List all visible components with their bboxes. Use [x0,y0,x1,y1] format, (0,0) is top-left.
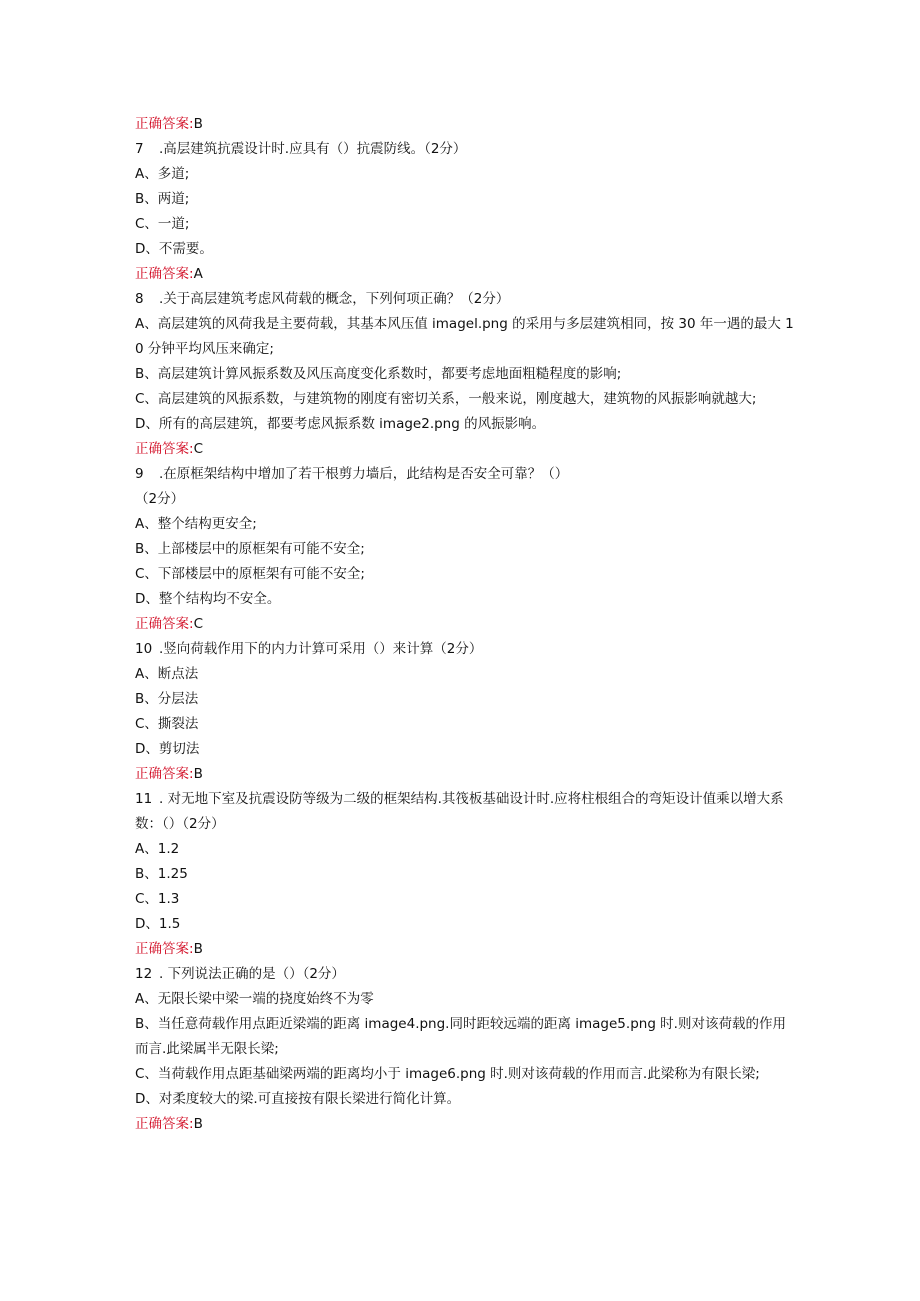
question-number: 9 [135,466,144,482]
question-stem: .在原框架结构中增加了若干根剪力墙后，此结构是否安全可靠？（） [159,466,569,482]
option-d: D、1.5 [135,916,181,932]
answer-line [135,612,795,637]
question-score: （2分） [135,491,185,507]
option-b: B、当任意荷载作用点距近梁端的距离 image4.png.同时距较远端的距离 image5.png 时.则对该荷载的作用而言.此梁属半无限长梁; [135,1016,786,1057]
option-d: D、所有的高层建筑，都要考虑风振系数 image2.png 的风振影响。 [135,416,546,432]
option-d: D、剪切法 [135,741,200,757]
answer-value: B [193,766,203,782]
question-stem: . 下列说法正确的是（）（2分） [159,966,345,982]
answer-label: 正确答案: [135,441,194,457]
option-c: C、撕裂法 [135,716,199,732]
question-text [135,462,795,487]
question-text [135,962,795,987]
answer-value: B [193,1116,203,1132]
answer-label: 正确答案: [135,116,194,132]
option-b: B、高层建筑计算风振系数及风压高度变化系数时，都要考虑地面粗糙程度的影响; [135,366,622,382]
answer-value: C [193,616,203,632]
question-stem: .高层建筑抗震设计时.应具有（）抗震防线。（2分） [159,141,467,157]
option-c: C、高层建筑的风振系数，与建筑物的刚度有密切关系，一般来说，刚度越大，建筑物的风振影响就越大; [135,391,757,407]
question-number: 7 [135,141,144,157]
option-b: B、分层法 [135,691,199,707]
option-c: C、下部楼层中的原框架有可能不安全; [135,566,365,582]
option-b: B、两道; [135,191,190,207]
option-c: C、一道; [135,216,190,232]
answer-line [135,937,795,962]
answer-line [135,1112,795,1137]
option-a: A、整个结构更安全; [135,516,257,532]
question-text [135,287,795,312]
option-b: B、1.25 [135,866,188,882]
option-a: A、断点法 [135,666,199,682]
question-list [135,112,795,1137]
answer-line [135,762,795,787]
answer-label: 正确答案: [135,1116,194,1132]
option-a: A、多道; [135,166,190,182]
answer-line [135,262,795,287]
question-text [135,787,795,837]
option-d: D、不需要。 [135,241,213,257]
option-d: D、整个结构均不安全。 [135,591,281,607]
answer-label: 正确答案: [135,266,194,282]
option-a: A、无限长梁中梁一端的挠度始终不为零 [135,991,374,1007]
question-stem: .关于高层建筑考虑风荷载的概念，下列何项正确？（2分） [159,291,510,307]
option-a: A、1.2 [135,841,180,857]
answer-label: 正确答案: [135,766,194,782]
question-stem: .竖向荷载作用下的内力计算可采用（）来计算（2分） [159,641,483,657]
answer-value: B [193,941,203,957]
option-c: C、1.3 [135,891,180,907]
question-text [135,637,795,662]
answer-line [135,437,795,462]
question-text [135,137,795,162]
question-number: 10 [135,641,153,657]
question-number: 8 [135,291,144,307]
answer-value: A [193,266,203,282]
answer-label: 正确答案: [135,941,194,957]
question-stem: . 对无地下室及抗震设防等级为二级的框架结构.其筏板基础设计时.应将柱根组合的弯矩设计值乘以增大系数：（）（2分） [135,791,784,832]
question-number: 11 [135,791,153,807]
answer-label: 正确答案: [135,616,194,632]
option-a: A、高层建筑的风荷我是主要荷载，其基本风压值 imagel.png 的采用与多层建筑相同，按 30 年一遇的最大 10 分钟平均风压来确定; [135,316,794,357]
answer-line [135,112,795,137]
answer-value: C [193,441,203,457]
question-number: 12 [135,966,153,982]
option-b: B、上部楼层中的原框架有可能不安全; [135,541,365,557]
option-c: C、当荷载作用点距基础梁两端的距离均小于 image6.png 时.则对该荷载的作用而言.此梁称为有限长梁; [135,1066,760,1082]
answer-value: B [193,116,203,132]
option-d: D、对柔度较大的梁.可直接按有限长梁进行简化计算。 [135,1091,461,1107]
